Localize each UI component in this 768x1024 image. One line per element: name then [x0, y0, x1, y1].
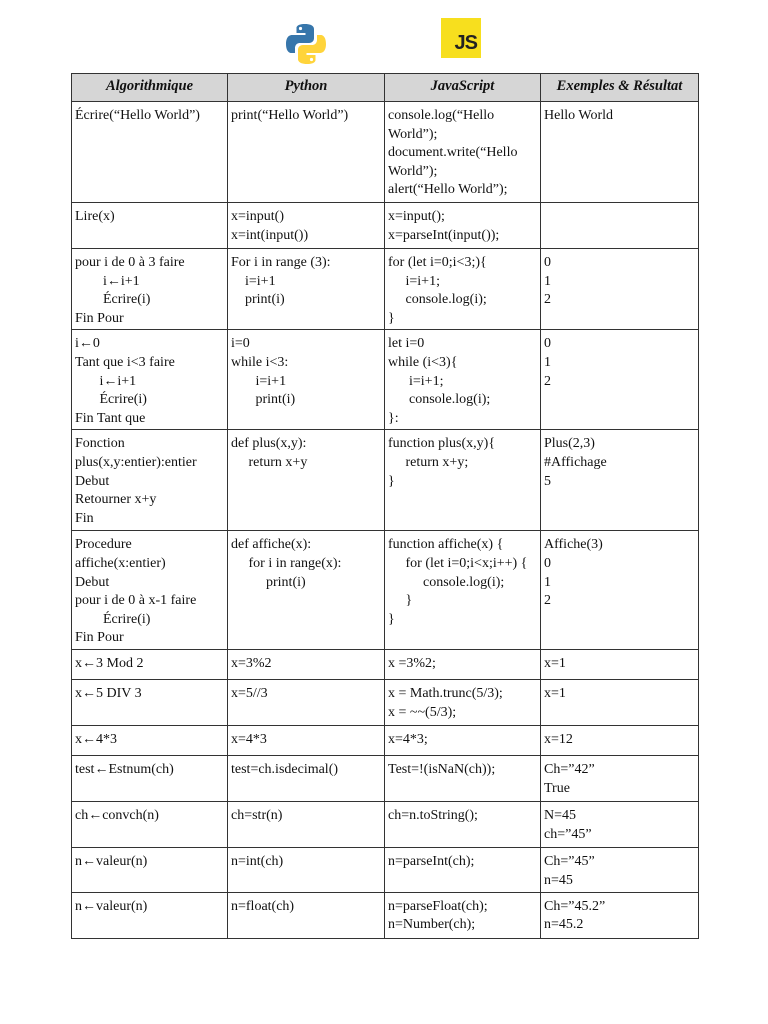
- cell-javascript: [385, 680, 541, 726]
- cell-line: x=1: [544, 656, 566, 672]
- cell-line: alert(“Hello World”);: [388, 182, 508, 198]
- cell-line: 2: [544, 373, 551, 389]
- cell-javascript: [385, 330, 541, 430]
- cell-exemples: [541, 102, 699, 203]
- js-logo-text: JS: [454, 32, 477, 54]
- cell-exemples: [541, 650, 699, 680]
- cell-line: True: [544, 780, 570, 796]
- cell-python: [228, 848, 385, 892]
- cell-line: return x+y: [231, 454, 308, 470]
- javascript-logo-icon: [441, 18, 481, 58]
- cell-line: test=ch.isdecimal(): [231, 762, 339, 778]
- cell-line: x=4*3: [231, 732, 267, 748]
- cell-line: 0: [544, 336, 551, 352]
- cell-line: print(i): [231, 392, 296, 408]
- cell-javascript: [385, 102, 541, 203]
- cell-line: Ch=”45.2”: [544, 898, 606, 914]
- table-row: [72, 203, 699, 249]
- cell-algorithmique: [72, 650, 228, 680]
- cell-line: n←valeur(n): [75, 898, 148, 914]
- cell-line: Ch=”42”: [544, 762, 595, 778]
- cell-line: Lire(x): [75, 209, 115, 224]
- cell-line: Test=!(isNaN(ch));: [388, 762, 496, 778]
- cell-line: return x+y;: [388, 454, 469, 470]
- cell-line: x←4*3: [75, 732, 117, 748]
- cell-python: [228, 680, 385, 726]
- cell-line: 2: [544, 593, 551, 609]
- cell-exemples: [541, 726, 699, 756]
- header-algorithmique: Algorithmique: [72, 74, 228, 102]
- cell-algorithmique: [72, 102, 228, 203]
- cell-line: print(i): [231, 292, 285, 308]
- table-row: [72, 892, 699, 938]
- cell-line: function affiche(x) {: [388, 537, 504, 553]
- cell-line: Fin: [75, 510, 94, 526]
- table-row: [72, 756, 699, 802]
- header-python: Python: [228, 74, 385, 102]
- cell-line: Écrire(“Hello World”): [75, 108, 200, 123]
- cell-python: [228, 203, 385, 249]
- cell-line: }: [388, 611, 395, 627]
- table-row: [72, 430, 699, 531]
- cell-line: Affiche(3): [544, 537, 603, 553]
- cell-algorithmique: [72, 802, 228, 848]
- cell-line: }:: [388, 410, 399, 426]
- cell-exemples: [541, 680, 699, 726]
- cell-python: [228, 330, 385, 430]
- cell-line: }: [388, 593, 413, 609]
- cell-algorithmique: [72, 430, 228, 531]
- cell-line: ch=”45”: [544, 826, 592, 842]
- cell-algorithmique: [72, 756, 228, 802]
- cell-line: n=45.2: [544, 917, 584, 933]
- cell-line: n=parseFloat(ch);: [388, 898, 488, 914]
- cell-line: n=parseInt(ch);: [388, 854, 475, 870]
- cell-line: def plus(x,y):: [231, 436, 307, 452]
- cell-line: affiche(x:entier): [75, 555, 166, 571]
- header-logos: [0, 18, 768, 66]
- cell-line: x=parseInt(input());: [388, 227, 500, 243]
- cell-javascript: [385, 892, 541, 938]
- cell-line: console.log(i);: [388, 292, 487, 308]
- cell-exemples: [541, 531, 699, 650]
- cell-line: 0: [544, 555, 551, 571]
- cell-line: for (let i=0;i<x;i++) {: [388, 555, 528, 571]
- cell-exemples: [541, 756, 699, 802]
- cell-line: Plus(2,3): [544, 436, 595, 452]
- cell-line: Tant que i<3 faire: [75, 354, 175, 370]
- cell-line: Fonction: [75, 436, 125, 452]
- cell-algorithmique: [72, 249, 228, 330]
- cell-line: i=i+1: [231, 373, 287, 389]
- cell-line: print(i): [231, 574, 306, 590]
- cell-javascript: [385, 430, 541, 531]
- cell-line: 1: [544, 574, 551, 590]
- cell-line: ch=n.toString();: [388, 808, 478, 824]
- cell-line: 2: [544, 292, 551, 308]
- cell-line: x=input(): [231, 209, 284, 224]
- cell-algorithmique: [72, 848, 228, 892]
- cell-javascript: [385, 802, 541, 848]
- cell-line: 0: [544, 255, 551, 270]
- cell-line: n←valeur(n): [75, 854, 148, 870]
- cell-line: ch←convch(n): [75, 808, 159, 824]
- cell-line: i←0: [75, 336, 100, 352]
- cell-python: [228, 726, 385, 756]
- cell-algorithmique: [72, 892, 228, 938]
- cell-line: print(“Hello World”): [231, 108, 349, 123]
- cell-line: n=Number(ch);: [388, 917, 476, 933]
- cell-line: Fin Tant que: [75, 410, 146, 426]
- cell-line: console.log(i);: [388, 392, 491, 408]
- cell-line: plus(x,y:entier):entier: [75, 454, 197, 470]
- cell-line: Debut: [75, 574, 110, 590]
- cell-line: function plus(x,y){: [388, 436, 496, 452]
- table-row: [72, 848, 699, 892]
- cell-line: while i<3:: [231, 354, 289, 370]
- cell-javascript: [385, 756, 541, 802]
- cell-line: For i in range (3):: [231, 255, 331, 270]
- cell-line: x=5//3: [231, 686, 268, 702]
- table-row: [72, 680, 699, 726]
- cell-line: x=input();: [388, 209, 445, 224]
- cell-line: n=int(ch): [231, 854, 284, 870]
- cell-line: i←i+1: [75, 373, 137, 389]
- cell-python: [228, 249, 385, 330]
- cell-line: Fin Pour: [75, 630, 124, 646]
- cell-line: def affiche(x):: [231, 537, 312, 553]
- cell-python: [228, 802, 385, 848]
- cell-line: x=1: [544, 686, 566, 702]
- cell-line: 1: [544, 354, 551, 370]
- cell-line: x←5 DIV 3: [75, 686, 142, 702]
- cell-javascript: [385, 203, 541, 249]
- cell-algorithmique: [72, 531, 228, 650]
- cell-line: console.log(i);: [388, 574, 505, 590]
- cell-python: [228, 756, 385, 802]
- cell-exemples: [541, 203, 699, 249]
- header-row: [72, 74, 699, 102]
- cell-line: Hello World: [544, 108, 613, 123]
- cell-exemples: [541, 249, 699, 330]
- cell-line: Écrire(i): [75, 392, 147, 408]
- cell-line: i=0: [231, 336, 250, 352]
- cell-line: i=i+1;: [388, 273, 440, 289]
- cell-line: #Affichage: [544, 454, 607, 470]
- cell-line: document.write(“Hello: [388, 145, 518, 161]
- table-row: [72, 802, 699, 848]
- cell-python: [228, 650, 385, 680]
- cell-algorithmique: [72, 680, 228, 726]
- cell-line: x = Math.trunc(5/3);: [388, 686, 503, 702]
- cell-line: Ch=”45”: [544, 854, 595, 870]
- cell-line: }: [388, 473, 395, 489]
- cell-exemples: [541, 330, 699, 430]
- cell-exemples: [541, 430, 699, 531]
- cell-line: i=i+1: [231, 273, 276, 289]
- cell-line: Debut: [75, 473, 110, 489]
- cell-line: N=45: [544, 808, 577, 824]
- table-row: [72, 531, 699, 650]
- cell-line: x=3%2: [231, 656, 272, 672]
- table-row: [72, 330, 699, 430]
- cell-line: x=12: [544, 732, 573, 748]
- cell-python: [228, 892, 385, 938]
- table-row: [72, 249, 699, 330]
- cell-line: i←i+1: [75, 273, 140, 289]
- cell-line: x =3%2;: [388, 656, 436, 672]
- cell-algorithmique: [72, 726, 228, 756]
- cell-javascript: [385, 249, 541, 330]
- cell-line: Écrire(i): [75, 292, 151, 308]
- cell-javascript: [385, 848, 541, 892]
- cell-algorithmique: [72, 203, 228, 249]
- cell-line: console.log(“Hello: [388, 108, 495, 123]
- cell-line: World”);: [388, 126, 438, 142]
- cell-python: [228, 531, 385, 650]
- cell-line: Retourner x+y: [75, 492, 157, 508]
- header-exemples: Exemples & Résultat: [541, 74, 699, 102]
- cell-line: let i=0: [388, 336, 425, 352]
- header-javascript: JavaScript: [385, 74, 541, 102]
- cell-line: 5: [544, 473, 551, 489]
- comparison-table: [71, 73, 699, 939]
- cell-javascript: [385, 726, 541, 756]
- cell-line: x = ~~(5/3);: [388, 704, 457, 720]
- cell-line: World”);: [388, 163, 438, 179]
- cell-javascript: [385, 650, 541, 680]
- table-row: [72, 102, 699, 203]
- cell-exemples: [541, 802, 699, 848]
- cell-line: while (i<3){: [388, 354, 458, 370]
- cell-algorithmique: [72, 330, 228, 430]
- cell-line: x←3 Mod 2: [75, 656, 144, 672]
- cell-exemples: [541, 848, 699, 892]
- cell-line: test←Estnum(ch): [75, 762, 174, 778]
- cell-line: n=45: [544, 872, 573, 888]
- cell-line: for i in range(x):: [231, 555, 342, 571]
- cell-line: i=i+1;: [388, 373, 444, 389]
- python-logo-icon: [284, 22, 328, 66]
- table-row: [72, 650, 699, 680]
- cell-line: }: [388, 310, 395, 326]
- cell-line: x=4*3;: [388, 732, 428, 748]
- cell-line: ch=str(n): [231, 808, 283, 824]
- cell-exemples: [541, 892, 699, 938]
- cell-line: Fin Pour: [75, 310, 124, 326]
- table-row: [72, 726, 699, 756]
- cell-line: 1: [544, 273, 551, 289]
- cell-python: [228, 102, 385, 203]
- cell-line: pour i de 0 à x-1 faire: [75, 593, 197, 609]
- cell-line: for (let i=0;i<3;){: [388, 255, 487, 270]
- cell-line: pour i de 0 à 3 faire: [75, 255, 185, 270]
- cell-javascript: [385, 531, 541, 650]
- cell-python: [228, 430, 385, 531]
- cell-line: Écrire(i): [75, 611, 151, 627]
- cell-line: x=int(input()): [231, 227, 309, 243]
- cell-line: Procedure: [75, 537, 132, 553]
- cell-line: n=float(ch): [231, 898, 295, 914]
